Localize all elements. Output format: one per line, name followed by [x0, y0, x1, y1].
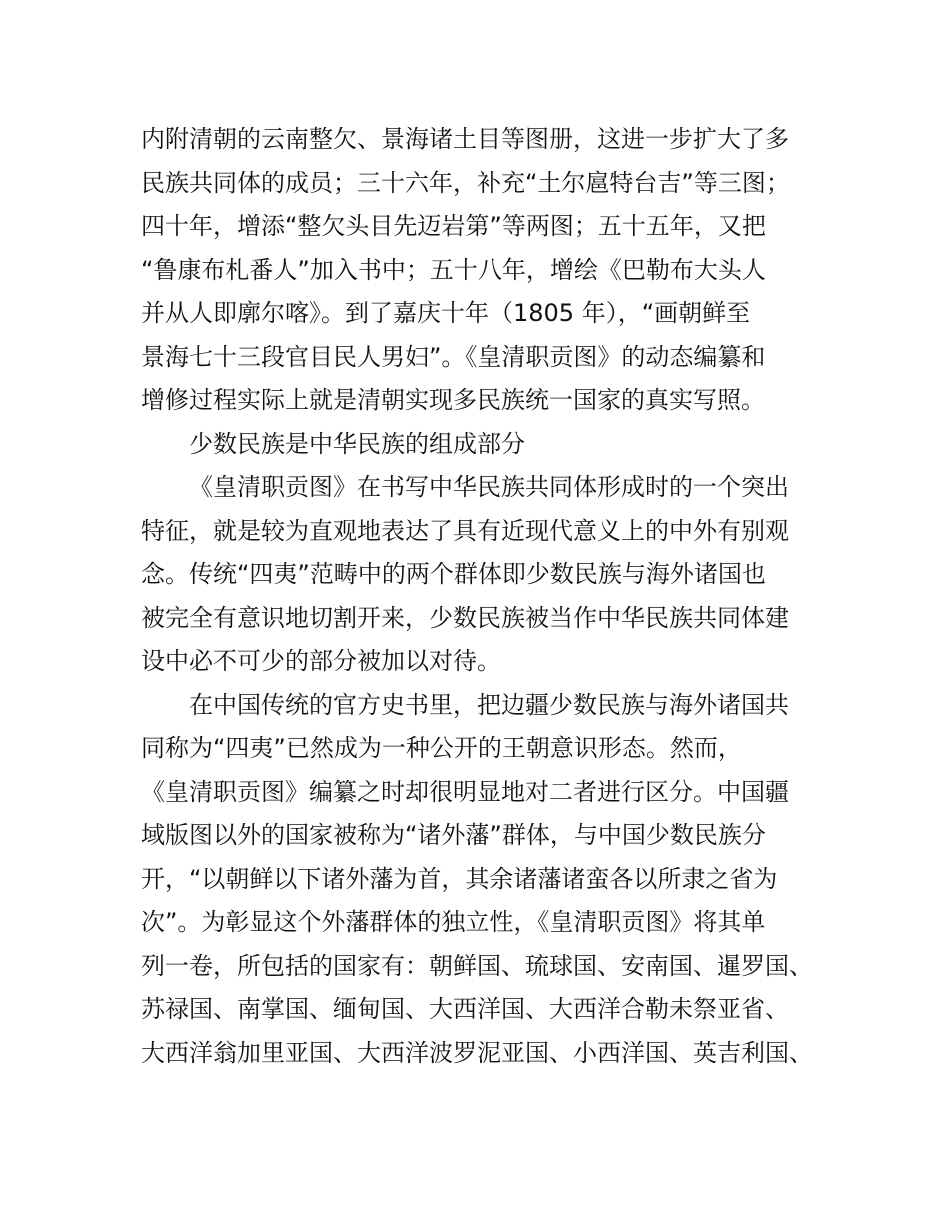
text-line: 域版图以外的国家被称为“诸外藩”群体，与中国少数民族分 — [141, 821, 766, 849]
text-line: 同称为“四夷”已然成为一种公开的王朝意识形态。然而， — [141, 734, 742, 762]
text-line: 《皇清职贡图》编纂之时却很明显地对二者进行区分。中国疆 — [141, 777, 789, 806]
text-line: 次”。为彰显这个外藩群体的独立性，《皇清职贡图》将其单 — [141, 908, 766, 936]
paragraph-3 — [141, 684, 831, 1076]
text-line: “鲁康布札番人”加入书中；五十八年，增绘《巴勒布大头人 — [141, 255, 766, 284]
section-heading: 少数民族是中华民族的组成部分 — [189, 429, 525, 458]
text-line: 并从人即廓尔喀》。到了嘉庆十年（1805 年），“画朝鲜至 — [141, 299, 751, 327]
text-line: 四十年，增添“整欠头目先迈岩第”等两图；五十五年，又把 — [141, 212, 766, 240]
paragraph-2 — [141, 466, 831, 684]
text-line: 开，“以朝鲜以下诸外藩为首，其余诸藩诸蛮各以所隶之省为 — [141, 864, 778, 893]
text-line: 设中必不可少的部分被加以对待。 — [141, 647, 501, 675]
text-line: 民族共同体的成员；三十六年，补充“土尔扈特台吉”等三图； — [141, 168, 790, 197]
text-line: 念。传统“四夷”范畴中的两个群体即少数民族与海外诸国也 — [141, 560, 766, 588]
text-line: 大西洋翁加里亚国、大西洋波罗泥亚国、小西洋国、英吉利国、 — [141, 1038, 813, 1067]
text-line: 被完全有意识地切割开来，少数民族被当作中华民族共同体建 — [141, 603, 789, 632]
text-line: 苏禄国、南掌国、缅甸国、大西洋国、大西洋合勒未祭亚省、 — [141, 995, 789, 1023]
paragraph-continuation — [141, 118, 831, 423]
text-line: 列一卷，所包括的国家有：朝鲜国、琉球国、安南国、暹罗国、 — [141, 951, 813, 980]
text-line: 特征，就是较为直观地表达了具有近现代意义上的中外有别观 — [141, 516, 789, 545]
text-line: 在中国传统的官方史书里，把边疆少数民族与海外诸国共 — [189, 690, 789, 719]
text-line: 增修过程实际上就是清朝实现多民族统一国家的真实写照。 — [141, 386, 765, 414]
document-body — [141, 118, 831, 1075]
text-line: 《皇清职贡图》在书写中华民族共同体形成时的一个突出 — [189, 473, 789, 501]
text-line: 内附清朝的云南整欠、景海诸土目等图册，这进一步扩大了多 — [141, 125, 789, 153]
text-line: 景海七十三段官目民人男妇”。《皇清职贡图》的动态编纂和 — [141, 342, 766, 371]
